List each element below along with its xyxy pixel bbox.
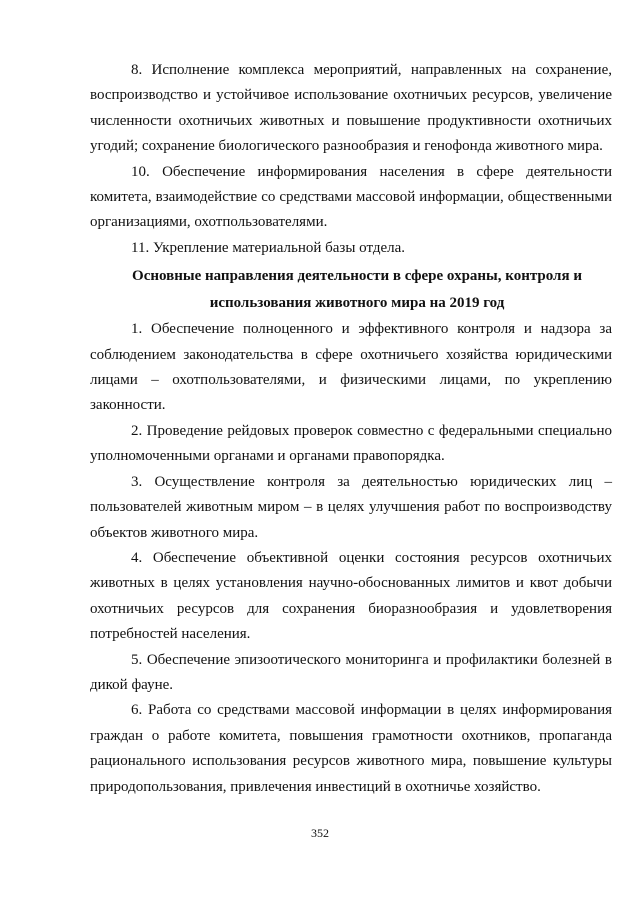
- paragraph-direction-5: 5. Обеспечение эпизоотического мониторинга и профилактики болезней в дикой фауне.: [90, 651, 612, 693]
- paragraph-item-11: 11. Укрепление материальной базы отдела.: [131, 239, 406, 256]
- section-heading-line-2: использования животного мира на 2019 год: [209, 295, 505, 312]
- paragraph-direction-4: 4. Обеспечение объективной оценки состояния ресурсов охотничьих животных в целях установления научно-обоснованных лимитов и квот добычи охотничьих ресурсов для сохранения биоразнообразия и удовлетворения потребностей населения.: [90, 549, 612, 643]
- paragraph-item-8: 8. Исполнение комплекса мероприятий, направленных на сохранение, воспроизводство и устойчивое использование охотничьих ресурсов, увеличение численности охотничьих животных и повышение продуктивности охотничьих угодий; сохранение биологического разнообразия и генофонда животного мира.: [90, 62, 612, 155]
- section-heading: [102, 261, 612, 317]
- paragraph-direction-6: 6. Работа со средствами массовой информации в целях информирования граждан о работе комитета, повышения грамотности охотников, пропаганда рационального использования ресурсов животного мира, повышение культуры природопользования, привлечения инвестиций в охотничье хозяйство.: [90, 702, 612, 795]
- paragraph-item-10: 10. Обеспечение информирования населения в сфере деятельности комитета, взаимодействие со средствами массовой информации, общественными организациями, охотпользователями.: [90, 163, 612, 231]
- page-number: 352: [311, 826, 329, 840]
- document-page: [90, 58, 612, 800]
- paragraph-direction-1: 1. Обеспечение полноценного и эффективного контроля и надзора за соблюдением законодательства в сфере охотничьего хозяйства юридическими лицами – охотпользователями, и физическими лицами, по укреплению законности.: [90, 321, 612, 414]
- section-heading-line-1: Основные направления деятельности в сфере охраны, контроля и: [132, 268, 582, 285]
- paragraph-direction-3: 3. Осуществление контроля за деятельностью юридических лиц – пользователей животным миром – в целях улучшения работ по воспроизводству объектов животного мира.: [90, 473, 612, 541]
- paragraph-direction-2: 2. Проведение рейдовых проверок совместно с федеральными специально уполномоченными органами и органами правопорядка.: [90, 422, 612, 465]
